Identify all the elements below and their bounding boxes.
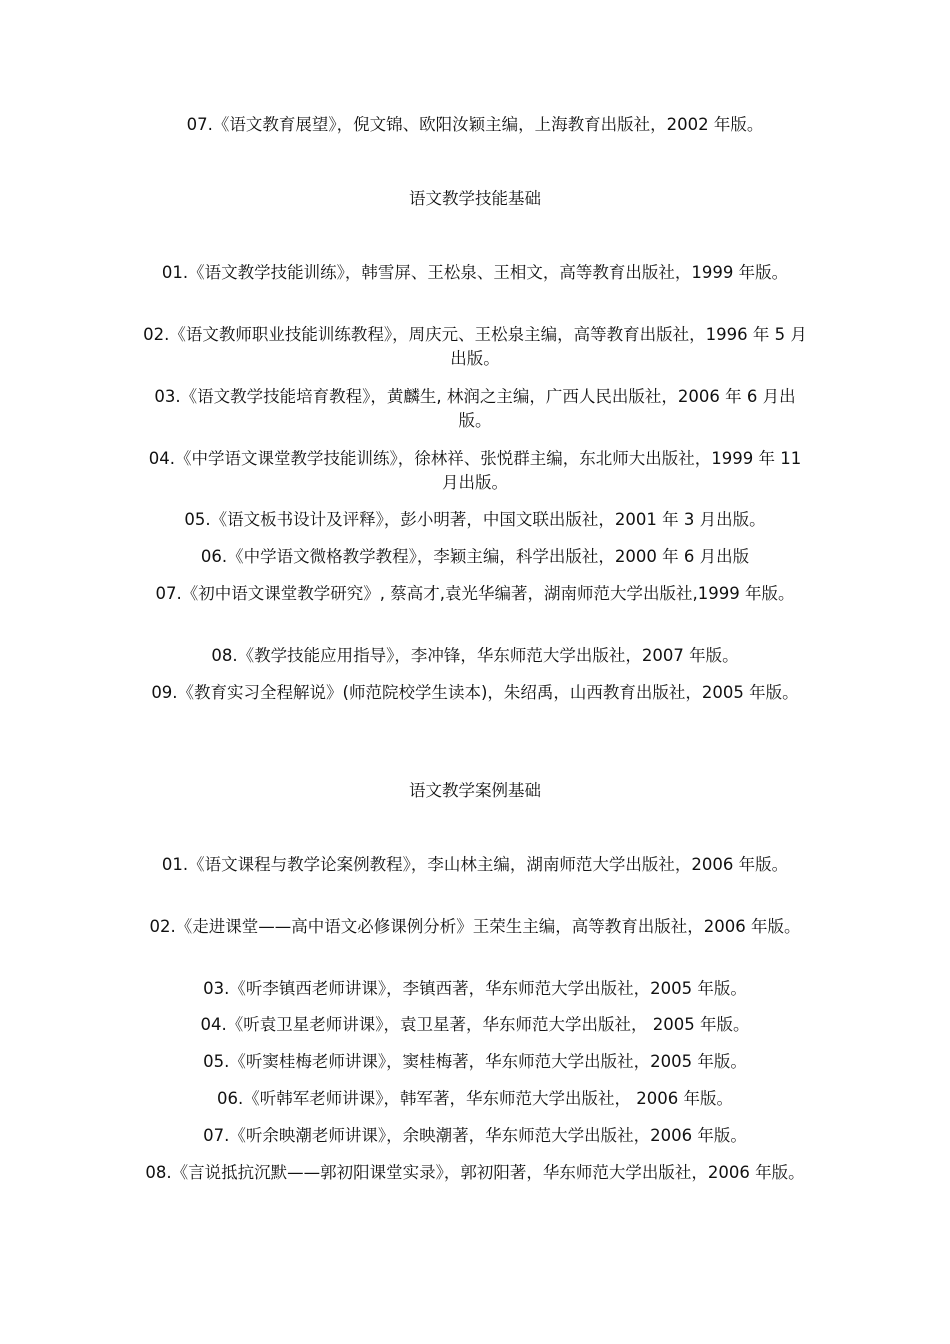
reference-entry: 07.《语文教育展望》，倪文锦、欧阳汝颖主编，上海教育出版社，2002 年版。 [186, 115, 764, 134]
reference-entry: 08.《教学技能应用指导》，李冲锋，华东师范大学出版社，2007 年版。 [211, 646, 739, 665]
reference-entry: 08.《言说抵抗沉默——郭初阳课堂实录》，郭初阳著，华东师范大学出版社，2006 年版。 [145, 1163, 805, 1182]
reference-entry: 06.《中学语文微格教学教程》，李颖主编，科学出版社，2000 年 6 月出版 [200, 547, 750, 566]
reference-entry: 01.《语文教学技能训练》，韩雪屏、王松泉、王相文，高等教育出版社，1999 年版。 [161, 263, 789, 282]
reference-entry: 01.《语文课程与教学论案例教程》，李山林主编，湖南师范大学出版社，2006 年版。 [161, 855, 789, 874]
reference-entry: 07.《初中语文课堂教学研究》, 蔡高才,袁光华编著，湖南师范大学出版社,1999 年版。 [155, 584, 795, 603]
reference-entry: 09.《教育实习全程解说》(师范院校学生读本)，朱绍禹，山西教育出版社，2005 年版。 [151, 683, 799, 702]
reference-entry: 02.《语文教师职业技能训练教程》，周庆元、王松泉主编，高等教育出版社，1996 年 5 月出版。 [143, 325, 807, 368]
reference-entry: 04.《听袁卫星老师讲课》，袁卫星著，华东师范大学出版社， 2005 年版。 [200, 1015, 750, 1034]
reference-entry: 04.《中学语文课堂教学技能训练》，徐林祥、张悦群主编，东北师大出版社，1999 年 11 月出版。 [148, 449, 802, 492]
reference-entry: 07.《听余映潮老师讲课》，余映潮著，华东师范大学出版社，2006 年版。 [203, 1126, 747, 1145]
reference-entry: 02.《走进课堂——高中语文必修课例分析》王荣生主编，高等教育出版社，2006 年版。 [149, 917, 801, 936]
section-heading-teaching-skills: 语文教学技能基础 [409, 189, 541, 208]
section-heading-teaching-cases: 语文教学案例基础 [409, 781, 541, 800]
reference-entry: 03.《听李镇西老师讲课》，李镇西著，华东师范大学出版社，2005 年版。 [203, 979, 747, 998]
reference-entry: 05.《听窦桂梅老师讲课》，窦桂梅著，华东师范大学出版社，2005 年版。 [203, 1052, 747, 1071]
reference-entry: 03.《语文教学技能培育教程》，黄麟生, 林润之主编，广西人民出版社，2006 年 6 月出版。 [154, 387, 796, 430]
reference-entry: 06.《听韩军老师讲课》，韩军著，华东师范大学出版社， 2006 年版。 [217, 1089, 733, 1108]
reference-entry: 05.《语文板书设计及评释》，彭小明著，中国文联出版社，2001 年 3 月出版。 [184, 510, 766, 529]
